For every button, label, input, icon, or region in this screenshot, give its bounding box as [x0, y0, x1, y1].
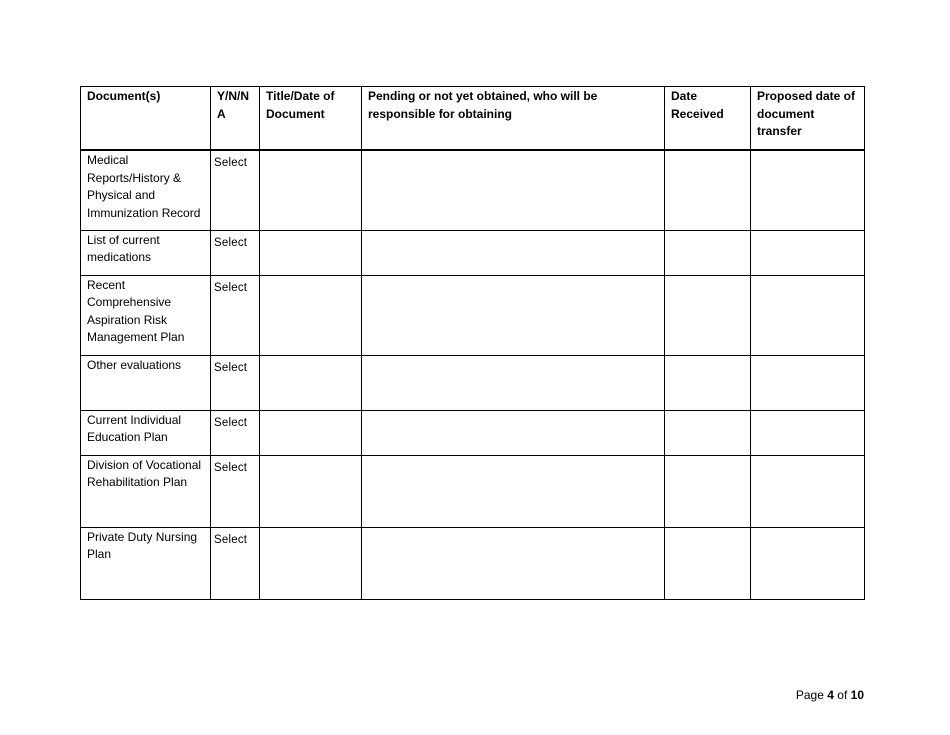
header-ynna: Y/N/N A	[211, 87, 260, 151]
proposed-date-cell[interactable]	[751, 410, 865, 455]
ynna-select[interactable]	[211, 150, 260, 230]
document-name: Private Duty Nursing Plan	[81, 527, 211, 599]
select-label: Select	[214, 281, 248, 294]
select-label: Select	[214, 461, 248, 474]
table-row	[81, 355, 865, 410]
header-title-date: Title/Date of Document	[260, 87, 362, 151]
date-received-cell[interactable]	[665, 455, 751, 527]
select-label: Select	[214, 416, 248, 429]
proposed-date-cell[interactable]	[751, 275, 865, 355]
date-received-cell[interactable]	[665, 230, 751, 275]
select-label: Select	[214, 361, 248, 374]
pending-cell[interactable]	[362, 527, 665, 599]
title-date-cell[interactable]	[260, 150, 362, 230]
date-received-cell[interactable]	[665, 355, 751, 410]
ynna-select[interactable]	[211, 527, 260, 599]
title-date-cell[interactable]	[260, 275, 362, 355]
proposed-date-cell[interactable]	[751, 455, 865, 527]
ynna-select[interactable]	[211, 230, 260, 275]
table-row	[81, 150, 865, 230]
document-name: Medical Reports/History & Physical and Immunization Record	[81, 150, 211, 230]
pending-cell[interactable]	[362, 230, 665, 275]
ynna-select[interactable]	[211, 355, 260, 410]
title-date-cell[interactable]	[260, 410, 362, 455]
proposed-date-cell[interactable]	[751, 355, 865, 410]
of-label: of	[837, 688, 848, 702]
table-row	[81, 410, 865, 455]
table-row	[81, 455, 865, 527]
select-label: Select	[214, 157, 248, 169]
header-documents: Document(s)	[81, 87, 211, 151]
title-date-cell[interactable]	[260, 230, 362, 275]
select-label: Select	[214, 236, 248, 249]
proposed-date-cell[interactable]	[751, 230, 865, 275]
title-date-cell[interactable]	[260, 527, 362, 599]
pending-cell[interactable]	[362, 275, 665, 355]
total-pages-number: 10	[850, 688, 864, 702]
date-received-cell[interactable]	[665, 150, 751, 230]
pending-cell[interactable]	[362, 150, 665, 230]
document-name: Recent Comprehensive Aspiration Risk Management Plan	[81, 275, 211, 355]
ynna-select[interactable]	[211, 455, 260, 527]
proposed-date-cell[interactable]	[751, 527, 865, 599]
title-date-cell[interactable]	[260, 355, 362, 410]
page-footer	[700, 688, 864, 702]
date-received-cell[interactable]	[665, 527, 751, 599]
document-name: List of current medications	[81, 230, 211, 275]
date-received-cell[interactable]	[665, 275, 751, 355]
current-page-number: 4	[827, 688, 834, 702]
ynna-select[interactable]	[211, 275, 260, 355]
ynna-select[interactable]	[211, 410, 260, 455]
document-name: Division of Vocational Rehabilitation Plan	[81, 455, 211, 527]
date-received-cell[interactable]	[665, 410, 751, 455]
table-row	[81, 527, 865, 599]
proposed-date-cell[interactable]	[751, 150, 865, 230]
header-proposed-transfer-date: Proposed date of document transfer	[751, 87, 865, 151]
header-date-received: Date Received	[665, 87, 751, 151]
page-label: Page	[795, 688, 824, 702]
pending-cell[interactable]	[362, 455, 665, 527]
table-row	[81, 275, 865, 355]
table-header-row	[81, 87, 865, 151]
table-row	[81, 230, 865, 275]
select-label: Select	[214, 533, 248, 546]
document-name: Current Individual Education Plan	[81, 410, 211, 455]
document-name: Other evaluations	[81, 355, 211, 410]
pending-cell[interactable]	[362, 355, 665, 410]
header-pending-responsible: Pending or not yet obtained, who will be responsible for obtaining	[362, 87, 665, 151]
document-transfer-table	[80, 86, 865, 600]
title-date-cell[interactable]	[260, 455, 362, 527]
pending-cell[interactable]	[362, 410, 665, 455]
